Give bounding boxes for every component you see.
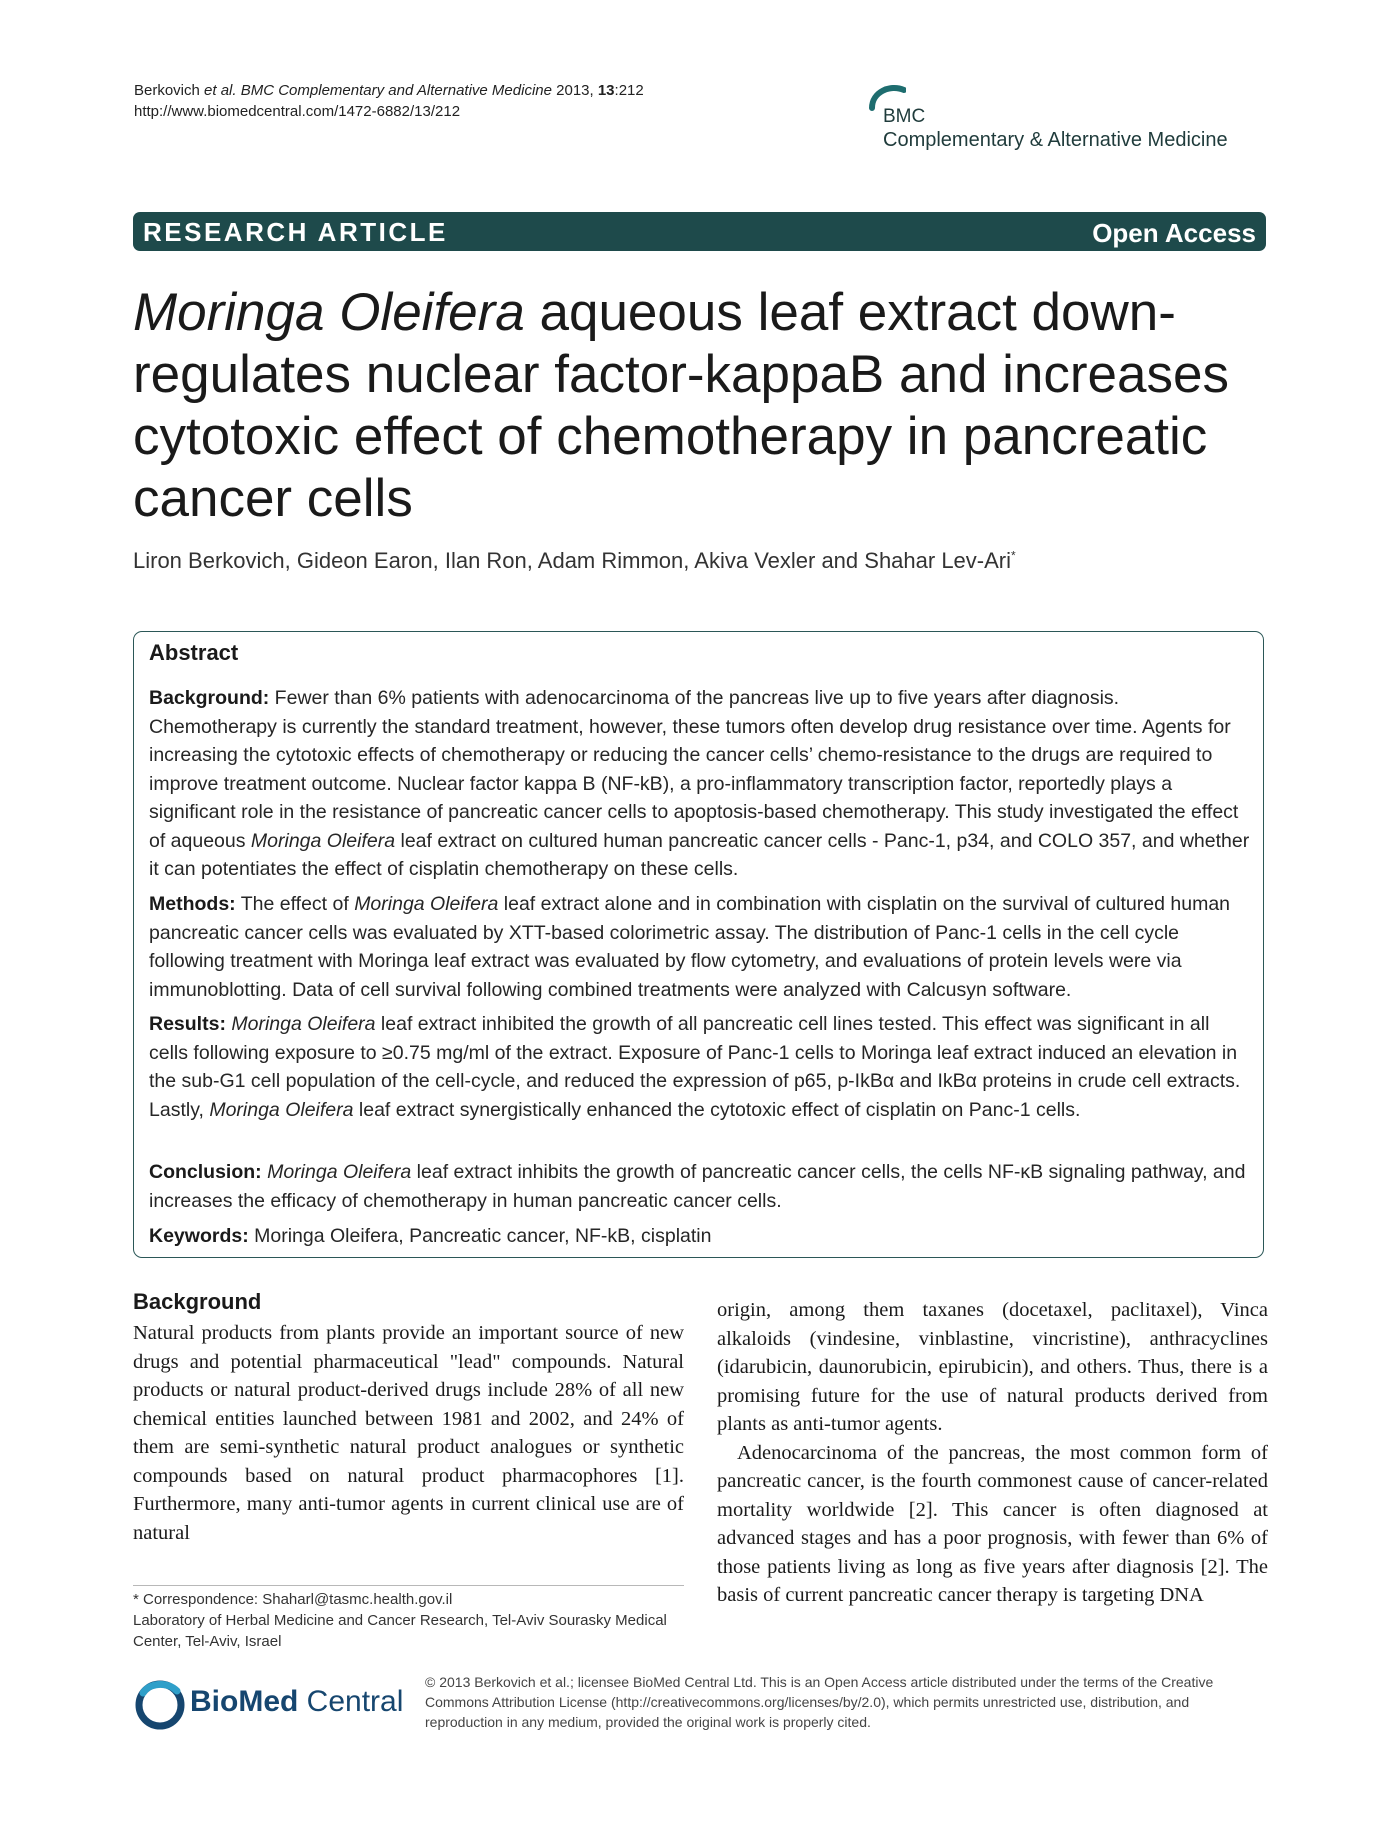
abstract-background	[149, 684, 1251, 884]
citation-authors: Berkovich	[134, 82, 205, 99]
abstract-keywords-label: Keywords:	[149, 1225, 249, 1247]
abstract-background-species: Moringa Oleifera	[250, 829, 396, 852]
section-heading-background: Background	[133, 1289, 262, 1314]
biomed-central-logo	[133, 1677, 403, 1733]
article-type-banner	[133, 212, 1266, 251]
logo-bmc-text: BMC	[883, 106, 926, 127]
abstract-conclusion	[149, 1158, 1251, 1215]
abstract-results-text: leaf extract inhibited the growth of all pancreatic cell lines tested. This effect was significant in all cells following exposure to ≥0.75 mg/ml of the extract. Exposure of Panc-1 cells to Moringa leaf extract induced an elevation in the sub-G1 cell population of the cell-cycle, and reduced the expression of p65, p-IkBα and IkBα proteins in crude cell extracts. Lastly,	[149, 1013, 1241, 1121]
title-species: Moringa Oleifera	[133, 283, 525, 342]
body-paragraph: origin, among them taxanes (docetaxel, paclitaxel), Vinca alkaloids (vindesine, vinblastine, vincristine), anthracyclines (idarubicin, daunorubicin, epirubicin), and others. Thus, there is a promising future for the use of natural products derived from plants as anti-tumor agents.	[717, 1299, 1268, 1435]
abstract-conclusion-text: leaf extract inhibits the growth of pancreatic cancer cells, the cells NF-κB signaling pathway, and increases the efficacy of chemotherapy in human pancreatic cancer cells.	[149, 1161, 1246, 1212]
article-title	[133, 282, 1233, 530]
abstract-methods-text: The effect of	[235, 893, 355, 915]
abstract-results-species: Moringa Oleifera	[225, 1013, 376, 1035]
abstract-methods	[149, 890, 1251, 1004]
correspondence: * Correspondence: Shaharl@tasmc.health.gov.il	[133, 1591, 453, 1608]
body-paragraph: Natural products from plants provide an important source of new drugs and potential pharmaceutical "lead" compounds. Natural products or natural product-derived drugs include 28% of all new chemical entities launched between 1981 and 2002, and 24% of them are semi-synthetic natural product analogues or synthetic compounds based on natural product pharmacophores [1]. Furthermore, many anti-tumor agents in current clinical use are of natural	[133, 1322, 684, 1544]
license-text: © 2013 Berkovich et al.; licensee BioMed Central Ltd. This is an Open Access article distributed under the terms of the Creative Commons Attribution License (http://creativecommons.org/licenses/by/2.0), which permits unrestricted use, distribution, and reproduction in any medium, provided the original work is properly cited.	[425, 1674, 1214, 1730]
abstract-keywords-text: Moringa Oleifera, Pancreatic cancer, NF-kB, cisplatin	[248, 1225, 712, 1247]
footnote	[133, 1589, 693, 1652]
wordmark-rest: Central	[298, 1685, 404, 1718]
author-names: Liron Berkovich, Gideon Earon, Ilan Ron, Adam Rimmon, Akiva Vexler and Shahar Lev-Ari	[133, 548, 1012, 573]
body-paragraph: Adenocarcinoma of the pancreas, the most common form of pancreatic cancer, is the fourth commonest cause of cancer-related mortality worldwide [2]. This cancer is often diagnosed at advanced stages and has a poor prognosis, with fewer than 6% of those patients living as long as five years after diagnosis [2]. The basis of current pancreatic cancer therapy is targeting DNA	[717, 1441, 1268, 1606]
abstract-results-species-2: Moringa Oleifera	[209, 1098, 354, 1121]
citation-line	[134, 80, 644, 101]
article-url[interactable]: http://www.biomedcentral.com/1472-6882/13/212	[134, 103, 461, 120]
abstract-heading: Abstract	[149, 640, 239, 665]
logo-journal-name: Complementary & Alternative Medicine	[883, 129, 1228, 151]
abstract-methods-label: Methods:	[149, 893, 236, 915]
citation-journal: et al. BMC Complementary and Alternative Medicine	[204, 82, 552, 99]
corresponding-mark: *	[1011, 548, 1016, 563]
abstract-results	[149, 1010, 1251, 1124]
title-rest: aqueous leaf extract down-regulates nuclear factor-kappaB and increases cytotoxic effect of chemotherapy in pancreatic cancer cells	[133, 283, 1229, 528]
journal-logo	[866, 82, 1286, 160]
footnote-divider	[133, 1585, 684, 1586]
citation-header	[134, 80, 644, 122]
author-list	[133, 548, 1016, 574]
affiliation: Laboratory of Herbal Medicine and Cancer Research, Tel-Aviv Sourasky Medical Center, Tel-Aviv, Israel	[133, 1612, 667, 1650]
citation-year: 2013,	[551, 82, 598, 99]
abstract-results-text-2: leaf extract synergistically enhanced the cytotoxic effect of cisplatin on Panc-1 cells.	[353, 1098, 1081, 1121]
abstract-conclusion-species: Moringa Oleifera	[261, 1161, 412, 1183]
biomed-ring-icon	[133, 1677, 185, 1733]
abstract-background-label: Background:	[149, 687, 270, 709]
citation-volume: 13	[597, 82, 615, 99]
article-type: RESEARCH ARTICLE	[143, 217, 448, 247]
biomed-central-wordmark	[190, 1685, 403, 1719]
body-column-left	[133, 1287, 684, 1547]
abstract-background-text: Fewer than 6% patients with adenocarcinoma of the pancreas live up to five years after diagnosis. Chemotherapy is currently the standard treatment, however, these tumors often develop drug resistance over time. Agents for increasing the cytotoxic effects of chemotherapy or reducing the cancer cells’ chemo-resistance to the drugs are required to improve treatment outcome. Nuclear factor kappa B (NF-kB), a pro-inflammatory transcription factor, reportedly plays a significant role in the resistance of pancreatic cancer cells to apoptosis-based chemotherapy. This study investigated the effect of aqueous	[149, 687, 1239, 852]
abstract-conclusion-label: Conclusion:	[149, 1161, 262, 1183]
abstract-results-label: Results:	[149, 1013, 226, 1035]
abstract-methods-species: Moringa Oleifera	[354, 893, 499, 915]
body-column-right	[717, 1296, 1268, 1610]
wordmark-bold: BioMed	[190, 1685, 299, 1718]
abstract-methods-text-2: leaf extract alone and in combination with cisplatin on the survival of cultured human pancreatic cancer cells was evaluated by XTT-based colorimetric assay. The distribution of Panc-1 cells in the cell cycle following treatment with Moringa leaf extract was evaluated by flow cytometry, and evaluations of protein levels were via immunoblotting. Data of cell survival following combined treatments were analyzed with Calcusyn software.	[149, 893, 1231, 1001]
open-access-label: Open Access	[1092, 218, 1256, 248]
abstract-keywords	[149, 1222, 1251, 1251]
abstract-background-text-2: leaf extract on cultured human pancreatic cancer cells - Panc-1, p34, and COLO 357, and whether it can potentiates the effect of cisplatin chemotherapy on these cells.	[149, 829, 1250, 880]
citation-article: :212	[614, 82, 644, 99]
